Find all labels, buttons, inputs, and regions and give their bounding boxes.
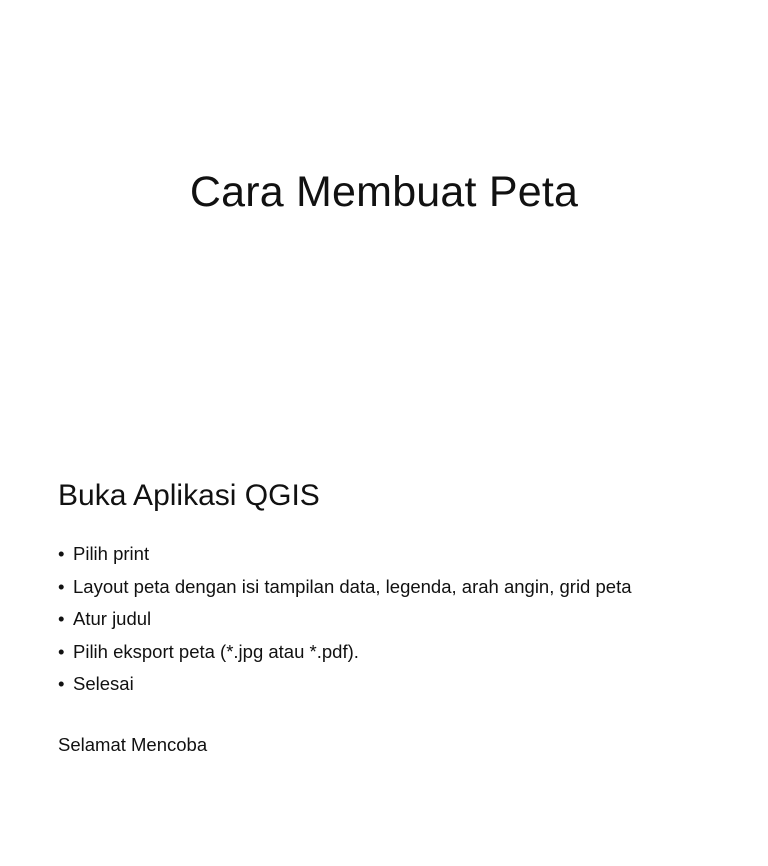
section-heading: Buka Aplikasi QGIS: [58, 479, 320, 512]
bullet-list: [58, 538, 748, 701]
list-item: [58, 668, 748, 701]
closing-text: Selamat Mencoba: [58, 733, 208, 755]
list-item: [58, 603, 748, 636]
list-item-text: Selesai: [73, 673, 134, 694]
title-slide: [0, 0, 768, 430]
bullet-icon: •: [58, 575, 65, 597]
bullet-icon: •: [58, 673, 65, 694]
bullet-icon: •: [58, 608, 65, 629]
list-item: [58, 538, 748, 571]
list-item-text: Pilih print: [73, 543, 150, 564]
list-item: [58, 571, 748, 604]
content-slide: [58, 476, 748, 758]
list-item-text: Pilih eksport peta (*.jpg atau *.pdf).: [73, 640, 359, 662]
bullet-icon: •: [58, 640, 65, 662]
list-item-text: Layout peta dengan isi tampilan data, legenda, arah angin, grid peta: [73, 575, 632, 597]
bullet-icon: •: [58, 543, 65, 564]
page-title: Cara Membuat Peta: [189, 168, 579, 216]
list-item-text: Atur judul: [73, 608, 152, 629]
list-item: [58, 636, 748, 669]
